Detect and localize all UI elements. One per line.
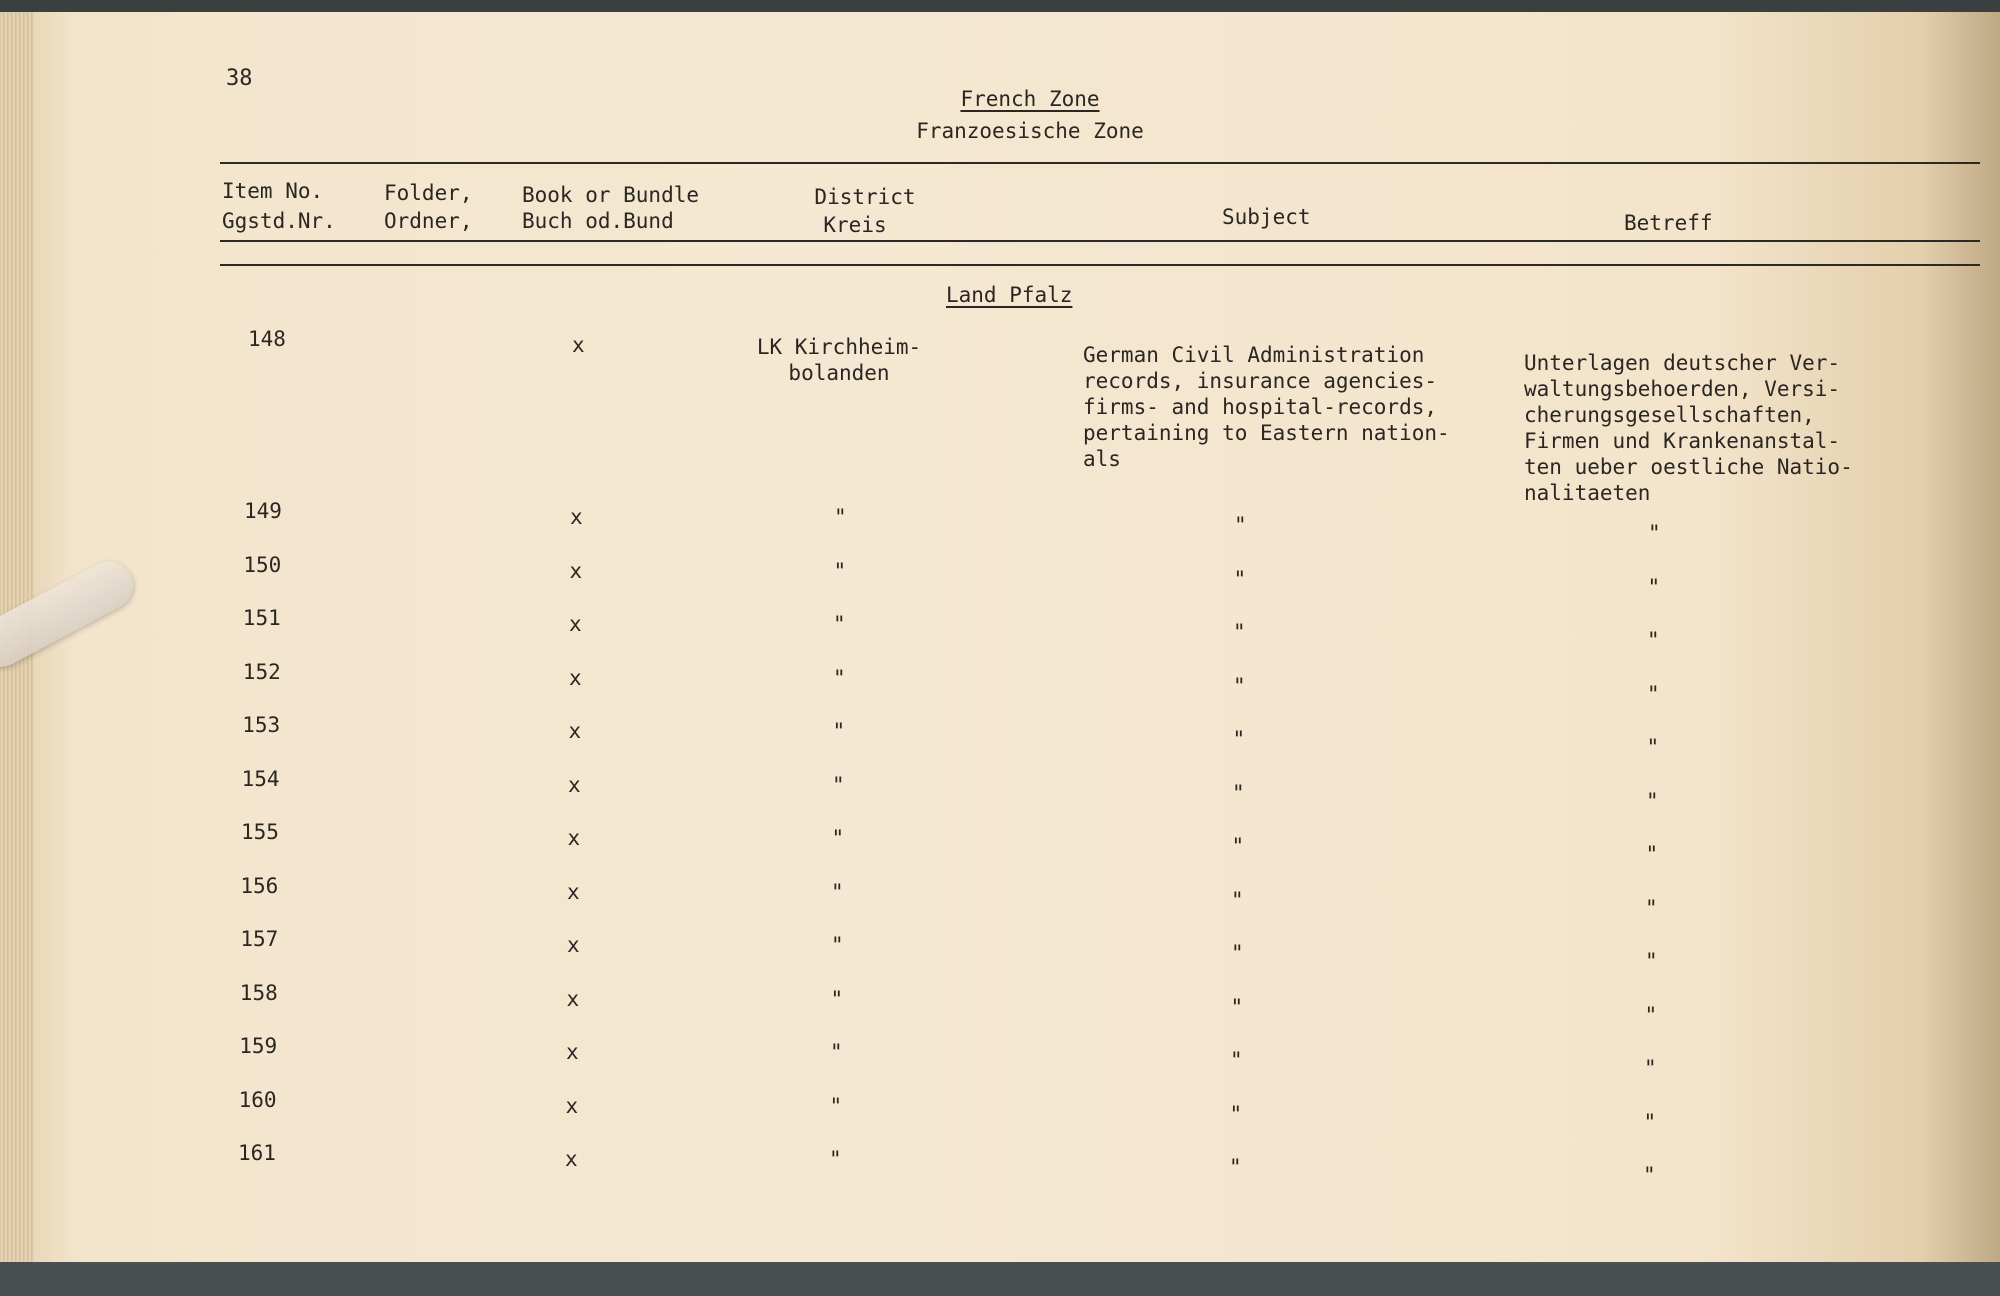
item-number: 161 [238, 1141, 276, 1165]
subject-ditto: " [1229, 1102, 1243, 1126]
subject-ditto: " [1231, 834, 1245, 858]
header-top-rule [220, 162, 1980, 164]
header-book-en: Book or Bundle [522, 183, 700, 207]
header-bottom-rule [220, 264, 1980, 266]
item-number: 155 [241, 820, 279, 844]
subject-ditto: " [1231, 888, 1244, 912]
book-mark: x [566, 987, 580, 1011]
subject-ditto: " [1232, 727, 1246, 751]
subject-ditto: " [1233, 620, 1246, 644]
district-ditto: " [833, 666, 846, 690]
header-item-en: Item No. [222, 179, 324, 203]
header-item-de: Ggstd.Nr. [222, 209, 336, 233]
item-number: 159 [239, 1034, 278, 1058]
district-ditto: " [831, 880, 844, 904]
item-number: 160 [238, 1088, 277, 1112]
district-ditto: " [830, 1040, 843, 1064]
subject-cell: German Civil Administration records, insurance agencies- firms- and hospital-records, pertaining to Eastern nation- als [1083, 343, 1450, 471]
header-district-en: District [814, 185, 916, 209]
district-ditto: " [829, 1094, 843, 1118]
book-mark: x [567, 933, 580, 957]
book-mark: x [565, 1094, 579, 1118]
district-ditto: " [831, 826, 845, 850]
book-mark: x [566, 1040, 579, 1064]
betreff-ditto: " [1645, 949, 1658, 973]
book-mark: x [567, 826, 581, 850]
item-number: 149 [244, 499, 282, 523]
betreff-ditto: " [1643, 1110, 1657, 1134]
book-mark: x [568, 773, 581, 797]
betreff-ditto: " [1647, 628, 1660, 652]
betreff-ditto: " [1643, 1163, 1656, 1187]
book-mark: x [569, 666, 582, 690]
book-mark: x [569, 559, 583, 583]
item-number: 148 [248, 327, 286, 351]
betreff-ditto: " [1647, 575, 1661, 599]
district-ditto: " [834, 505, 847, 529]
item-number: 153 [242, 713, 281, 737]
book-mark: x [568, 719, 582, 743]
betreff-cell: Unterlagen deutscher Ver- waltungsbehoerden, Versi- cherungsgesellschaften, Firmen und Krankenanstal- ten ueber oestliche Natio- nalitaeten [1524, 351, 1853, 505]
header-folder-de: Ordner, [384, 209, 473, 233]
betreff-ditto: " [1646, 735, 1660, 759]
subject-ditto: " [1232, 781, 1245, 805]
subject-ditto: " [1233, 674, 1246, 698]
item-number: 150 [243, 553, 282, 577]
header-folder-en: Folder, [384, 181, 473, 205]
district-ditto: " [829, 1147, 842, 1171]
district-ditto: " [833, 559, 847, 583]
header-betreff: Betreff [1624, 211, 1713, 235]
subject-ditto: " [1229, 1155, 1242, 1179]
header-mid-rule [220, 240, 1980, 242]
district-cell: LK Kirchheim- bolanden [756, 335, 922, 385]
background-band [0, 1262, 2000, 1296]
header-book-de: Buch od.Bund [522, 209, 674, 233]
zone-title-de: Franzoesische Zone [916, 119, 1144, 143]
betreff-ditto: " [1645, 896, 1658, 920]
section-title: Land Pfalz [946, 283, 1073, 307]
subject-ditto: " [1230, 995, 1244, 1019]
district-ditto: " [831, 933, 844, 957]
betreff-ditto: " [1648, 521, 1661, 545]
header-district-de: Kreis [823, 213, 887, 237]
item-number: 152 [242, 660, 281, 684]
subject-ditto: " [1234, 513, 1247, 537]
item-number: 157 [240, 927, 279, 951]
subject-ditto: " [1233, 567, 1247, 591]
header-subject: Subject [1222, 205, 1311, 229]
book-mark: x [570, 505, 583, 529]
item-number: 151 [242, 606, 281, 630]
betreff-ditto: " [1644, 1056, 1657, 1080]
book-mark: x [565, 1147, 578, 1171]
book-mark: x [572, 333, 585, 357]
betreff-ditto: " [1644, 1003, 1658, 1027]
item-number: 154 [241, 767, 280, 791]
page-number: 38 [226, 66, 253, 91]
item-number: 156 [240, 874, 279, 898]
district-ditto: " [832, 719, 846, 743]
betreff-ditto: " [1647, 682, 1660, 706]
district-ditto: " [832, 773, 845, 797]
item-number: 158 [239, 981, 278, 1005]
book-mark: x [569, 612, 582, 636]
subject-ditto: " [1231, 941, 1244, 965]
zone-title-en: French Zone [960, 87, 1100, 111]
betreff-ditto: " [1645, 842, 1659, 866]
subject-ditto: " [1230, 1048, 1243, 1072]
district-ditto: " [830, 987, 844, 1011]
district-ditto: " [833, 612, 846, 636]
book-mark: x [567, 880, 580, 904]
betreff-ditto: " [1646, 789, 1659, 813]
